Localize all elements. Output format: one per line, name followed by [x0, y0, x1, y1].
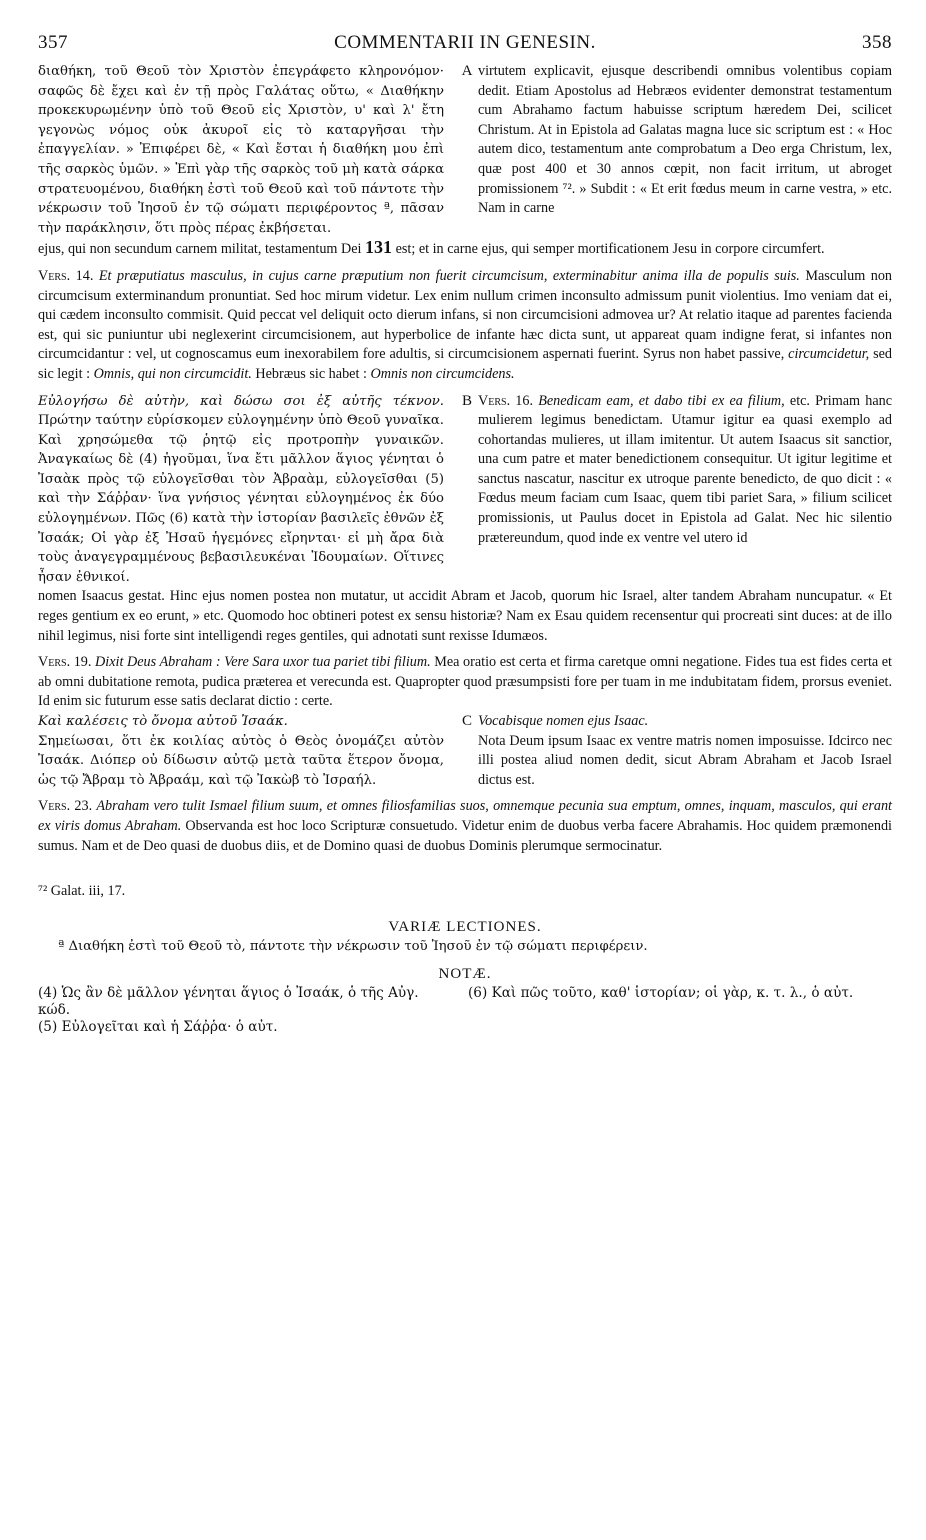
greek-lemma: Εὐλογήσω δὲ αὐτὴν, καὶ δώσω σοι ἐξ αὐτῆς τέκνον.	[38, 393, 444, 409]
column-number: 131	[365, 237, 393, 258]
variae-lectiones-title: VARIÆ LECTIONES.	[388, 918, 542, 935]
notes-right	[468, 985, 892, 1036]
parallel-block-b	[38, 392, 892, 588]
greek-column	[38, 712, 456, 790]
italic-term: Omnis non circumcidens.	[370, 365, 515, 382]
parallel-block-a	[38, 62, 892, 238]
latin-lemma-line	[478, 712, 892, 732]
verse-label: Vers. 23.	[38, 798, 93, 815]
commentary-text: Mea oratio est certa et firma caretque omni negatione. Fides tua est fides certa et ab omni dubitatione remota, pudica præterea et verecunda est. Quapropter quod præsumpsisti fore per tuam in me indubitatam fidem, prorsus eveniet. Id enim sic futurum esse satis declarat dictio : certe.	[38, 654, 892, 710]
latin-paragraph: Nota Deum ipsum Isaac ex ventre matris nomen imposuisse. Idcirco nec illi postea aliud nomen dedit, sicut Abram Abraham et Jacob Israel dictus est.	[478, 732, 892, 788]
greek-column	[38, 62, 456, 238]
note-4: (4) Ὡς ἂν δὲ μᾶλλον γένηται ἅγιος ὁ Ἰσαάκ, ὁ τῆς Αὐγ. κώδ.	[38, 984, 419, 1018]
note-5: (5) Εὐλογεῖται καὶ ἡ Σάῤῥα· ὁ αὐτ.	[38, 1018, 278, 1035]
running-title: COMMENTARII IN GENESIN.	[334, 32, 596, 53]
commentary-text: Hebræus sic habet :	[255, 365, 367, 382]
italic-term: Omnis, qui non circumcidit.	[93, 365, 252, 382]
latin-column	[478, 392, 892, 588]
full-width-continuation: nomen Isaacus gestat. Hinc ejus nomen postea non mutatur, ut accidit Abram et Jacob, quorum hic Israel, alter tandem Abraham nuncupatur. « Et reges gentium ex eo erunt, » etc. Quomodo hoc obtineri potest ex sensu historiæ? Nam ex Esau quidem recensentur qui procreati sint duces: at de illo nihil legimus, nisi forte sint intelligendi reges gentiles, qui adnotati sunt rexisse Idumæos.	[38, 588, 892, 644]
greek-column	[38, 392, 456, 588]
verse-quote: Dixit Deus Abraham : Vere Sara uxor tua pariet tibi filium.	[95, 654, 431, 671]
notes-left	[38, 985, 468, 1036]
section-marker-c: C	[461, 713, 472, 729]
commentary-text: Observanda est hoc loco Scripturæ consuetudo. Videtur enim de duobus verba facere Abrahamis. Hoc quidem præmonendi sumus. Nam et de Deo quasi de duobus diis, et de Domino quasi de duobus Dominis plerumque sermocinatur.	[38, 817, 892, 854]
verse-19-paragraph	[38, 653, 892, 712]
continuation-text: ejus, qui non secundum carnem militat, testamentum Dei	[38, 241, 362, 258]
verse-quote: Benedicam eam, et dabo tibi ex ea filium,	[538, 392, 785, 409]
verse-label: Vers. 16.	[478, 392, 534, 409]
parallel-block-c	[38, 712, 892, 790]
verse-23-paragraph	[38, 797, 892, 856]
page-number-right: 358	[862, 32, 892, 53]
verse-quote: Abraham vero tulit Ismael filium suum, et omnes filiosfamilias suos, omnemque pecunia sua emptum, omnes, inquam, masculos, qui erant ex viris domus Abraham.	[38, 798, 892, 834]
latin-column	[478, 62, 892, 238]
footnote: ⁷² Galat. iii, 17.	[38, 883, 126, 900]
page-number-left: 357	[38, 32, 68, 53]
verse-quote: Et præputiatus masculus, in cujus carne præputium non fuerit circumcisum, exterminabitur anima illa de populis suis.	[98, 267, 800, 284]
variant-reading: ª Διαθήκη ἐστὶ τοῦ Θεοῦ τὸ, πάντοτε τὴν νέκρωσιν τοῦ Ἰησοῦ ἐν τῷ σώματι περιφέρειν.	[58, 939, 648, 955]
greek-paragraph: Σημείωσαι, ὅτι ἐκ κοιλίας αὐτὸς ὁ Θεὸς ὀνομάζει αὐτὸν Ἰσαάκ. Διόπερ οὐ δίδωσιν αὐτῷ μετὰ ταῦτα ἕτερον ὄνομα, ὡς τῷ Ἄβραμ τὸ Ἀβραάμ, καὶ τῷ Ἰακὼβ τὸ Ἰσραήλ.	[38, 733, 444, 788]
greek-lemma-line	[38, 712, 444, 732]
latin-paragraph: virtutem explicavit, ejusque describendi omnibus volentibus copiam dedit. Etiam Apostolus ad Hebræos evidenter demonstrat testamentum cum Abrahamo factum habuisse scriptum hæredem Dei, scilicet Christum. At in Epistola ad Galatas magna luce sic scriptum est : « Hoc autem dico, testamentum ante comprobatum a Deo erga Christum, lex, quæ post 400 et 30 annos cœpit, non facit irritum, ut abroget promissionem ⁷². » Subdit : « Et erit fœdus meum in carne vestra, » etc. Nam in carne	[478, 63, 892, 217]
greek-lemma: Καὶ καλέσεις τὸ ὄνομα αὐτοῦ Ἰσαάκ.	[38, 714, 288, 729]
note-6: (6) Καὶ πῶς τοῦτο, καθ' ἱστορίαν; οἱ γὰρ, κ. τ. λ., ὁ αὐτ.	[468, 984, 854, 1001]
verse-label: Vers. 19.	[38, 654, 92, 671]
latin-text: etc. Primam hanc mulierem legimus benedictam. Utamur igitur ea quasi exemplo ad cohortandas mulieres, ut illam imitentur. Ut autem Isaacus sit sanctior, una cum patre et mater benedictionem consequitur. Ut igitur legitime et sanctus nascatur, nascitur ex utroque parente benedicto, de quo dicit : « Fœdus meum faciam cum Isaac, quem tibi pariet Sara, » filium scilicet promissionis, ut Paulus docet in Epistola ad Galat. Nec hic silentio prætereundum, quod inde ex ventre vel utero id	[478, 392, 893, 546]
notes-block	[38, 985, 892, 1036]
notae-title: NOTÆ.	[438, 965, 492, 982]
verse-quote: Vocabisque nomen ejus Isaac.	[478, 713, 649, 729]
full-width-continuation	[38, 238, 892, 260]
verse-label: Vers. 14.	[38, 267, 94, 284]
verse-14-paragraph	[38, 267, 892, 385]
commentary-text: Masculum non circumcisum exterminandum pronuntiat. Sed hoc mirum videtur. Lex enim nullum crimen inconsulto admissum punit violentius. Imo veniam dat ei, qui cædem inconsulto commisit. Quid peccat vel deliquit octo dierum infans, si non circumcisioni admovea ur? At relatio itaque ad parentes facienda est, qui sic puniuntur ubi neglexerint circumcisionem, aut hyperbolice de infante hæc dicta sunt, ut appareat quam indigne ferat, si infantes non circumcidantur : vel, ut cognoscamus eum inexorabilem fore adultis, si circumcisionem aspernati fuerint. Syrus non habet passive,	[38, 267, 893, 363]
greek-paragraph: διαθήκη, τοῦ Θεοῦ τὸν Χριστὸν ἐπεγράφετο κληρονόμον· σαφῶς δὲ ἔχει καὶ ἐν τῇ πρὸς Γαλάτας οὕτω, « Διαθήκην προκεκυρωμένην ὑπὸ τοῦ Θεοῦ εἰς Χριστὸν, υ' καὶ λ' ἔτη γεγονὼς νόμος οὐκ ἀκυροῖ εἰς τὸ καταργῆσαι τὴν ἐπαγγελίαν. » Ἐπιφέρει δὲ, « Καὶ ἔσται ἡ διαθήκη μου ἐπὶ τῆς σαρκὸς ὑμῶν. » Ἐπὶ γὰρ τῆς σαρκὸς τοῦ μὴ κατὰ σάρκα στρατευομένου, διαθήκη ἐστὶ τοῦ Θεοῦ καὶ τοῦ πάντοτε τὴν νέκρωσιν τοῦ Ἰησοῦ ἐν τῷ σώματι περιφέροντος ª, πᾶσαν τὴν παράκλησιν, ὅτι πρὸς πέρας ἐκβήσεται.	[38, 64, 444, 236]
latin-column	[478, 712, 892, 790]
body-text	[38, 62, 892, 1036]
italic-term: circumcidetur,	[788, 346, 870, 363]
commentary-text: sed sic legit :	[38, 346, 893, 382]
running-header	[38, 30, 892, 62]
page	[38, 30, 892, 1036]
continuation-text-b: est; et in carne ejus, qui semper mortificationem Jesu in corpore circumfert.	[395, 241, 825, 258]
section-marker-b: B	[461, 392, 472, 409]
section-marker-a: A	[461, 63, 473, 79]
greek-paragraph	[38, 392, 444, 588]
latin-paragraph	[478, 392, 892, 549]
greek-text: Πρώτην ταύτην εὑρίσκομεν εὐλογημένην ὑπὸ Θεοῦ γυναῖκα. Καὶ χρησώμεθα τῷ ῥητῷ εἰς προτροπὴν γυναικῶν. Ἀναγκαίως δὲ (4) ἡγοῦμαι, ἵνα ἔτι μᾶλλον ἅγιος γένηται ὁ Ἰσαὰκ πρὸς τῷ εὐλογεῖσθαι τὸν Ἀβραὰμ, εὐλογεῖσθαι (5) καὶ τὴν Σάῤῥαν· ἵνα γνήσιος γένηται εὐλογημένος ἐκ δύο εὐλογημένων. Πῶς (6) κατὰ τὴν ἱστορίαν βασιλεῖς ἐθνῶν ἐξ Ἰσαάκ; Οἱ γὰρ ἐξ Ἠσαῦ ἡγεμόνες εἴρηνται· εἰ μὴ ἄρα διὰ τοὺς ἀναγεγραμμένους βεβασιλευκέναι Ἰδουμαίων. Οἵτινες ἦσαν ἐθνικοί.	[38, 413, 444, 585]
